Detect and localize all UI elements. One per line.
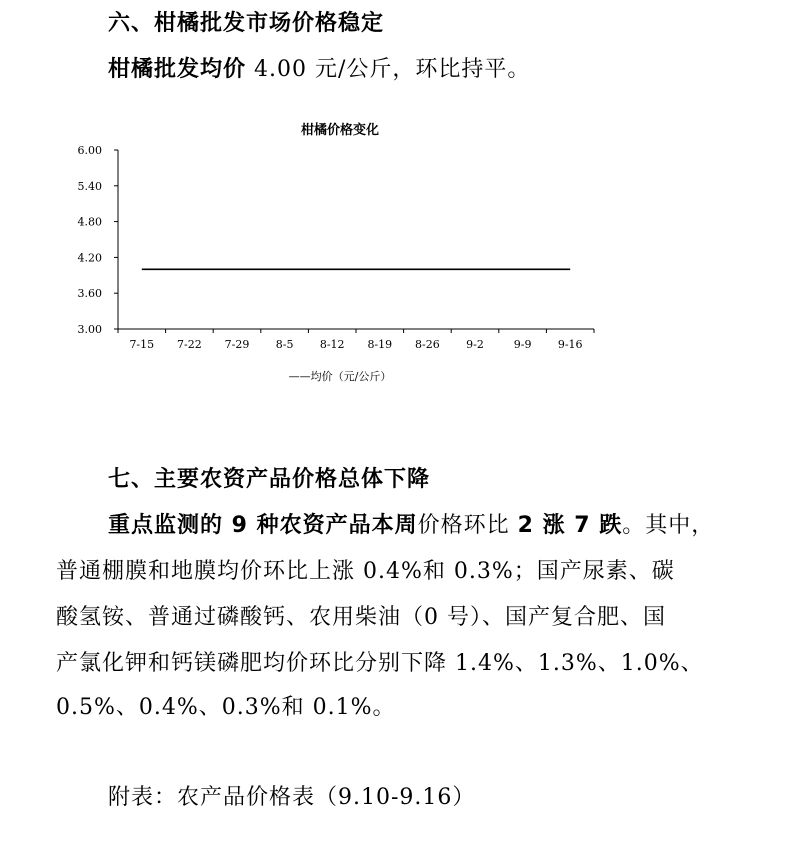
section7-end: 。其中， xyxy=(622,513,715,538)
section6-lead-rest: 4.00 元/公斤，环比持平。 xyxy=(246,57,531,82)
x-tick-label: 9-9 xyxy=(513,338,532,351)
y-tick-label: 3.60 xyxy=(77,287,102,301)
x-tick-label: 8-12 xyxy=(319,338,345,351)
y-tick-label: 3.00 xyxy=(77,323,102,336)
x-tick-label: 7-29 xyxy=(224,338,250,351)
section7-line2: 普通棚膜和地膜均价环比上涨 0.4%和 0.3%；国产尿素、碳 xyxy=(56,559,675,584)
section7-bold-1: 重点监测的 9 种农资产品本周 xyxy=(108,513,418,538)
chart-title: 柑橘价格变化 xyxy=(300,123,380,138)
section7-line4: 产氯化钾和钙镁磷肥均价环比分别下降 1.4%、1.3%、1.0%、 xyxy=(56,651,704,676)
section6-paragraph xyxy=(108,52,530,83)
section7-mid: 价格环比 xyxy=(417,513,518,538)
section7-line1 xyxy=(108,508,714,539)
x-tick-label: 8-19 xyxy=(367,338,393,351)
x-tick-label: 9-16 xyxy=(557,338,583,351)
x-tick-label: 9-2 xyxy=(466,338,484,351)
x-tick-label: 8-26 xyxy=(415,338,440,351)
section7-heading: 七、主要农资产品价格总体下降 xyxy=(108,467,431,492)
y-tick-label: 5.40 xyxy=(77,179,102,193)
chart-legend: ——均价（元/公斤） xyxy=(288,370,392,383)
y-tick-label: 4.80 xyxy=(77,215,102,229)
section6-lead-bold: 柑橘批发均价 xyxy=(108,57,247,82)
x-tick-label: 7-15 xyxy=(129,338,155,351)
appendix-link: 附表：农产品价格表（9.10-9.16） xyxy=(108,785,476,810)
section7-line5: 0.5%、0.4%、0.3%和 0.1%。 xyxy=(56,695,396,720)
y-tick-label: 4.20 xyxy=(77,251,102,265)
x-tick-label: 7-22 xyxy=(177,338,202,351)
x-tick-label: 8-5 xyxy=(275,338,294,351)
orange-price-chart xyxy=(60,112,620,392)
y-tick-label: 6.00 xyxy=(77,144,102,157)
section7-line3: 酸氢铵、普通过磷酸钙、农用柴油（0 号）、国产复合肥、国 xyxy=(56,605,666,630)
section6-heading: 六、柑橘批发市场价格稳定 xyxy=(108,11,385,36)
section7-bold-2: 2 涨 7 跌 xyxy=(517,513,623,538)
